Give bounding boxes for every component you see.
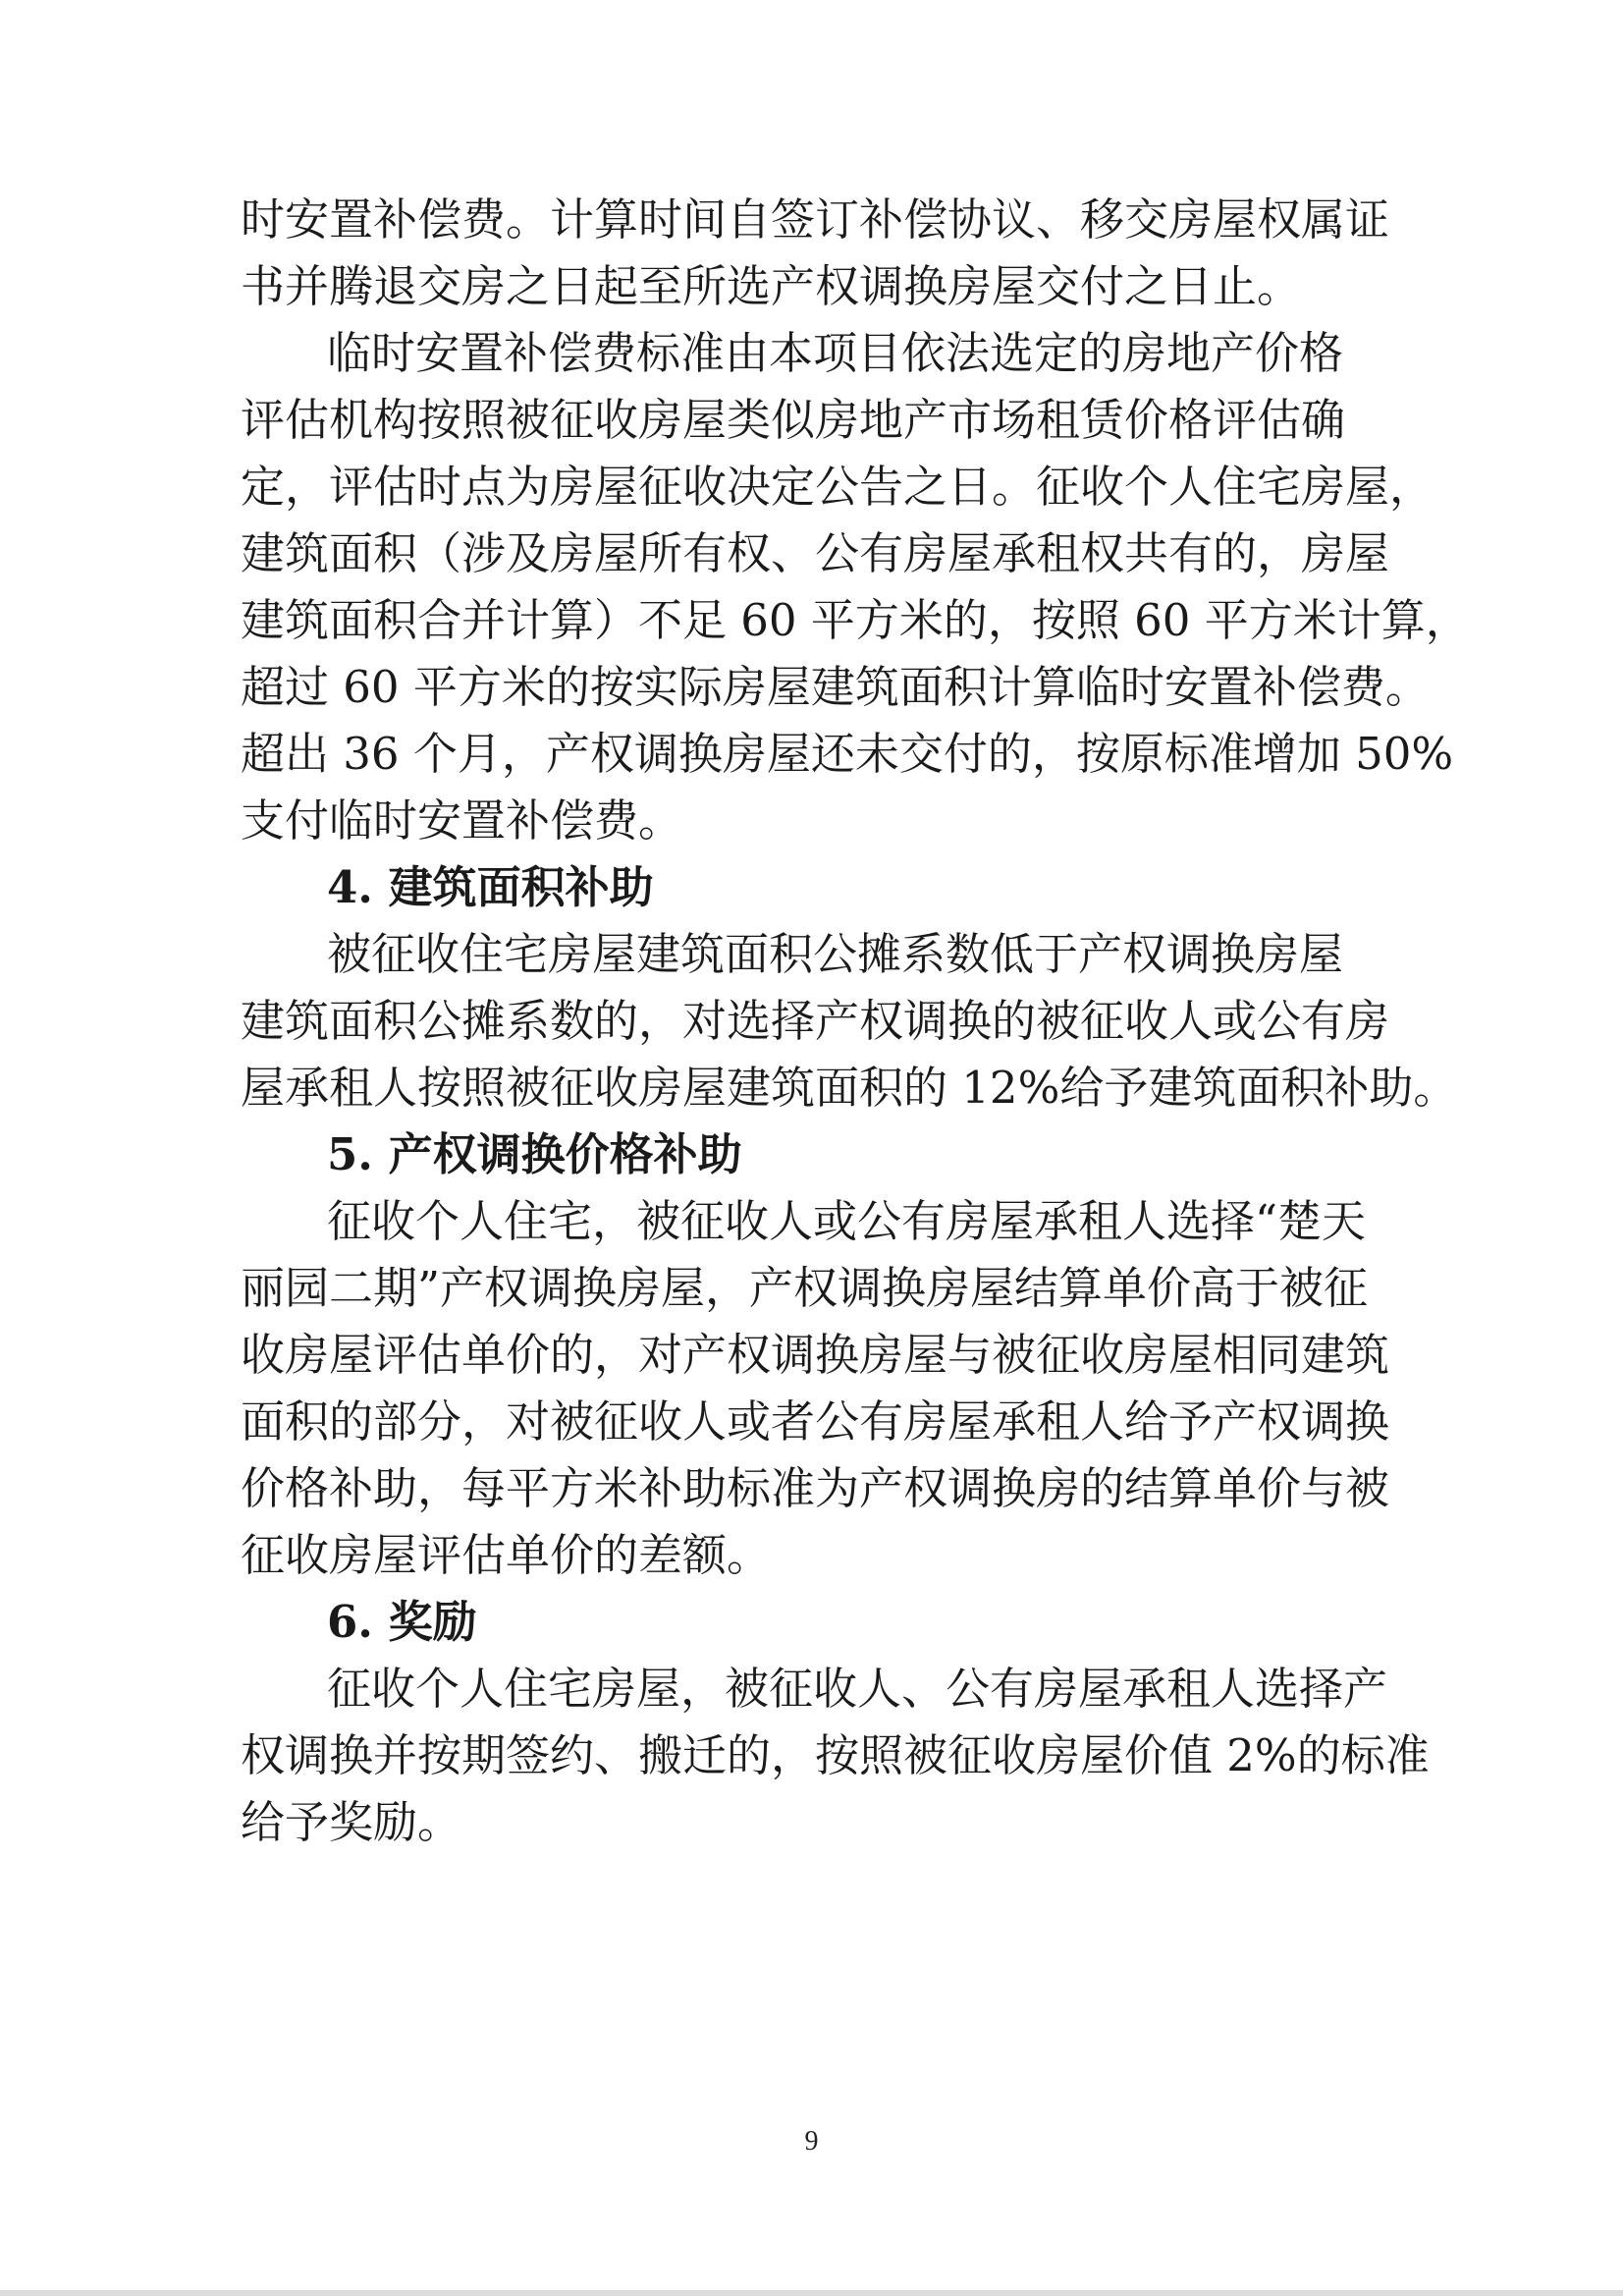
text-line: 被征收住宅房屋建筑面积公摊系数低于产权调换房屋 <box>327 928 1344 980</box>
para-area-subsidy <box>241 921 1458 1121</box>
para-reward <box>241 1656 1430 1856</box>
text-line: 征收个人住宅房屋，被征收人、公有房屋承租人选择产 <box>327 1663 1388 1715</box>
text-line: 征收房屋评估单价的差额。 <box>241 1529 772 1581</box>
page-number: 9 <box>804 2126 819 2157</box>
text-line: 时安置补偿费。计算时间自签订补偿协议、移交房屋权属证 <box>241 193 1390 246</box>
para-continued <box>241 187 1399 320</box>
text-line: 给予奖励。 <box>241 1796 462 1848</box>
para-price-subsidy <box>241 1188 1399 1589</box>
text-line: 书并腾退交房之日起至所选产权调换房屋交付之日止。 <box>241 260 1302 312</box>
heading-area-subsidy <box>241 854 1399 921</box>
text-line: 建筑面积（涉及房屋所有权、公有房屋承租权共有的，房屋 <box>241 527 1390 579</box>
text-line: 定，评估时点为房屋征收决定公告之日。征收个人住宅房屋， <box>241 461 1434 513</box>
section-heading: 6. 奖励 <box>327 1596 477 1648</box>
text-line: 征收个人住宅，被征收人或公有房屋承租人选择“楚天 <box>327 1195 1367 1247</box>
text-line: 丽园二期”产权调换房屋，产权调换房屋结算单价高于被征 <box>241 1262 1369 1314</box>
heading-reward <box>241 1589 1399 1656</box>
text-line: 价格补助，每平方米补助标准为产权调换房的结算单价与被 <box>241 1462 1390 1514</box>
text-line: 超过 60 平方米的按实际房屋建筑面积计算临时安置补偿费。 <box>241 661 1430 713</box>
document-body <box>241 187 1470 1856</box>
section-heading: 4. 建筑面积补助 <box>327 861 654 913</box>
text-line: 支付临时安置补偿费。 <box>241 794 683 847</box>
scan-edge <box>0 2290 1623 2296</box>
text-line: 面积的部分，对被征收人或者公有房屋承租人给予产权调换 <box>241 1395 1390 1448</box>
text-line: 权调换并按期签约、搬迁的，按照被征收房屋价值 2%的标准 <box>241 1729 1430 1781</box>
text-line: 临时安置补偿费标准由本项目依法选定的房地产价格 <box>327 327 1344 379</box>
text-line: 收房屋评估单价的，对产权调换房屋与被征收房屋相同建筑 <box>241 1329 1390 1381</box>
text-line: 建筑面积合并计算）不足 60 平方米的，按照 60 平方米计算， <box>241 594 1470 646</box>
text-line: 建筑面积公摊系数的，对选择产权调换的被征收人或公有房 <box>241 995 1390 1047</box>
section-heading: 5. 产权调换价格补助 <box>327 1128 742 1180</box>
para-temporary-compensation-standard <box>241 320 1470 854</box>
text-line: 评估机构按照被征收房屋类似房地产市场租赁价格评估确 <box>241 394 1346 446</box>
text-line: 超出 36 个月，产权调换房屋还未交付的，按原标准增加 50% <box>241 728 1454 780</box>
heading-price-subsidy <box>241 1121 1399 1188</box>
text-line: 屋承租人按照被征收房屋建筑面积的 12%给予建筑面积补助。 <box>241 1062 1458 1114</box>
